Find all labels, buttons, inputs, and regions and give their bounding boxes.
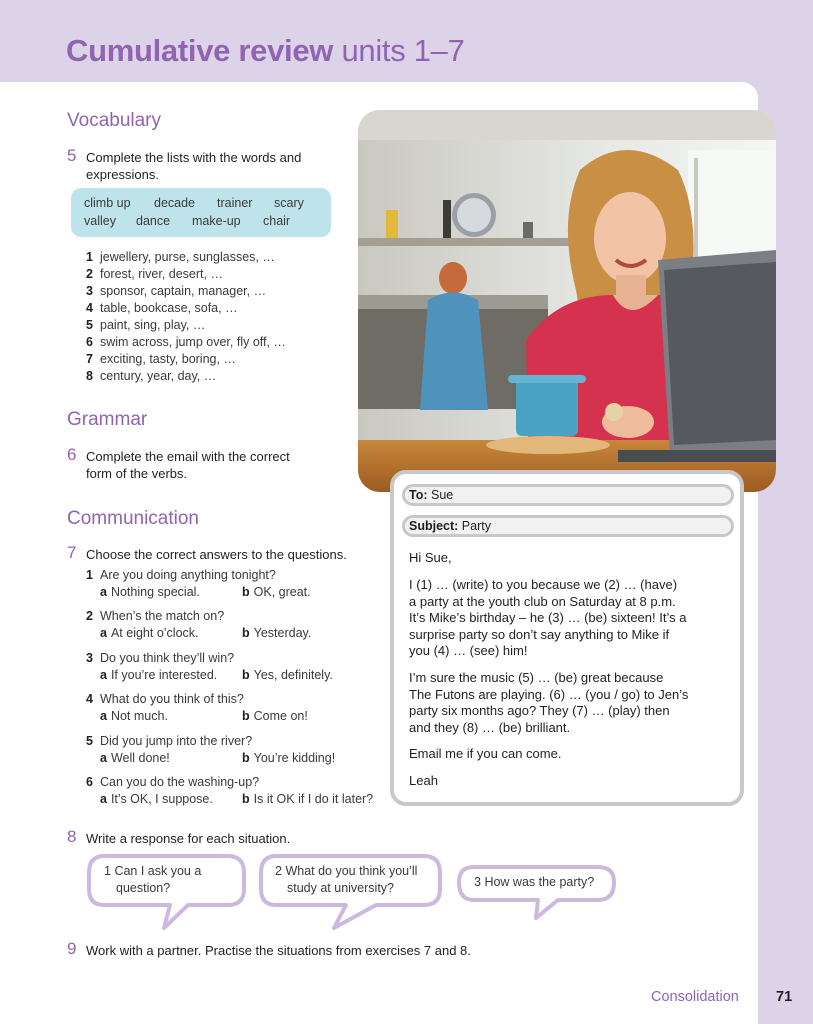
- bubble-2-text: 2 What do you think you’ll study at university?: [275, 864, 418, 895]
- answer-option-b[interactable]: b Is it OK if I do it later?: [242, 792, 374, 806]
- bubble-3-text: 3 How was the party?: [474, 875, 595, 889]
- exercise-8-number: 8: [67, 827, 77, 846]
- email-subject-field: Subject: Party: [402, 515, 734, 537]
- email-greeting: Hi Sue,: [409, 550, 452, 565]
- page-number: 71: [776, 989, 793, 1005]
- word: decade: [154, 196, 196, 210]
- exercise-6-number: 6: [67, 445, 77, 464]
- communication-heading: Communication: [67, 508, 199, 529]
- word: trainer: [217, 196, 253, 210]
- exercise-7-number: 7: [67, 543, 77, 562]
- question: 6 Can you do the washing-up?: [86, 775, 260, 789]
- answer-option-a[interactable]: a It’s OK, I suppose.: [100, 792, 213, 806]
- answer-option-a[interactable]: a Nothing special.: [100, 585, 200, 599]
- word-row-2: [84, 212, 331, 230]
- exercise-9-instruction: Work with a partner. Practise the situations from exercises 7 and 8.: [86, 943, 471, 958]
- answer-option-b[interactable]: b You’re kidding!: [242, 751, 336, 765]
- word: scary: [274, 196, 304, 210]
- word-row-1: [84, 194, 331, 212]
- exercise-9-number: 9: [67, 939, 77, 958]
- page-title: Cumulative review units 1–7: [66, 33, 465, 68]
- speech-bubble-3: [456, 864, 618, 922]
- answer-option-b[interactable]: b Yes, definitely.: [242, 668, 333, 682]
- bubble-1-text: 1 Can I ask you a question?: [104, 864, 202, 895]
- grammar-heading: Grammar: [67, 409, 148, 430]
- answer-option-a[interactable]: a At eight o’clock.: [100, 626, 199, 640]
- question: 2 When’s the match on?: [86, 609, 225, 623]
- question: 5 Did you jump into the river?: [86, 734, 253, 748]
- vocabulary-heading: Vocabulary: [67, 110, 162, 131]
- word: climb up: [84, 196, 131, 210]
- list-item: 4 table, bookcase, sofa, …: [86, 301, 238, 315]
- list-item: 5 paint, sing, play, …: [86, 318, 206, 332]
- list-item: 6 swim across, jump over, fly off, …: [86, 335, 286, 349]
- question: 3 Do you think they’ll win?: [86, 651, 235, 665]
- answer-option-b[interactable]: b Come on!: [242, 709, 308, 723]
- email-signoff: Leah: [409, 773, 438, 788]
- answer-option-a[interactable]: a Not much.: [100, 709, 168, 723]
- word-box: [71, 188, 331, 237]
- question: 1 Are you doing anything tonight?: [86, 568, 276, 582]
- photo-illustration: [358, 110, 776, 492]
- email-paragraph-3: Email me if you can come.: [409, 746, 562, 761]
- list-item: 1 jewellery, purse, sunglasses, …: [86, 250, 275, 264]
- email-to-field: To: Sue: [402, 484, 734, 506]
- footer-section-label: Consolidation: [651, 989, 739, 1005]
- email-paragraph-1: I (1) … (write) to you because we (2) … (have) a party at the youth club on Saturday at 8 p.m. It’s Mike’s birthday – he (3) … (be) sixteen! It’s a surprise party so don’t say anything to Mike if you (4) … (see) him!: [409, 577, 687, 658]
- question: 4 What do you think of this?: [86, 692, 244, 706]
- answer-option-b[interactable]: b OK, great.: [242, 585, 311, 599]
- word: dance: [136, 214, 171, 228]
- word: chair: [263, 214, 291, 228]
- list-item: 8 century, year, day, …: [86, 369, 217, 383]
- exercise-5-number: 5: [67, 146, 77, 165]
- word: valley: [84, 214, 116, 228]
- email-card: [390, 470, 744, 806]
- word: make-up: [192, 214, 241, 228]
- exercise-6-instruction: Complete the email with the correct form of the verbs.: [86, 449, 290, 481]
- photo-girl-laptop: [358, 110, 776, 492]
- answer-option-a[interactable]: a Well done!: [100, 751, 170, 765]
- list-item: 7 exciting, tasty, boring, …: [86, 352, 236, 366]
- list-item: 3 sponsor, captain, manager, …: [86, 284, 267, 298]
- exercise-8-instruction: Write a response for each situation.: [86, 831, 291, 846]
- answer-option-b[interactable]: b Yesterday.: [242, 626, 312, 640]
- exercise-7-instruction: Choose the correct answers to the questions.: [86, 547, 347, 562]
- exercise-5-instruction: Complete the lists with the words and expressions.: [86, 150, 302, 182]
- list-item: 2 forest, river, desert, …: [86, 267, 223, 281]
- email-paragraph-2: I’m sure the music (5) … (be) great because The Futons are playing. (6) … (you / go) to Jen’s party six months ago? They (7) … (play) then and they (8) … (be) brilliant.: [409, 670, 689, 735]
- answer-option-a[interactable]: a If you’re interested.: [100, 668, 218, 682]
